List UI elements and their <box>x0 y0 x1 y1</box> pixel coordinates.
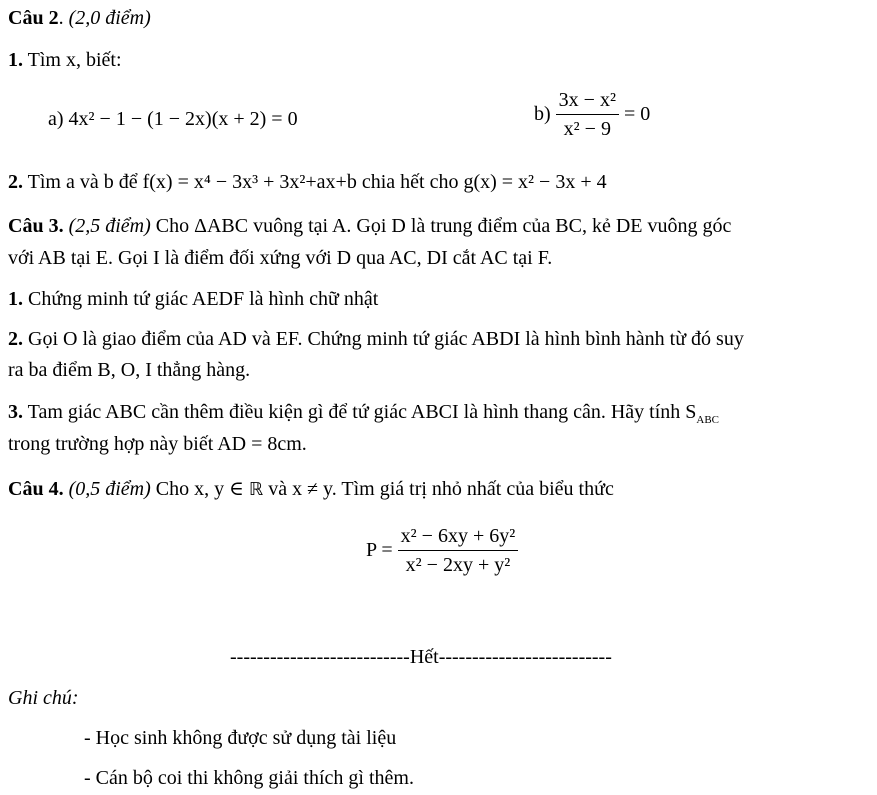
q4-p-fraction <box>398 524 519 577</box>
q2-a-label: a) <box>48 108 64 130</box>
q3-intro-2: với AB tại E. Gọi I là điểm đối xứng với D qua AC, DI cắt AC tại F. <box>8 247 553 269</box>
q3-p2-text-1: Gọi O là giao điểm của AD và EF. Chứng minh tứ giác ABDI là hình bình hành từ đó suy <box>28 328 744 350</box>
q4-points: (0,5 điểm) <box>68 478 151 500</box>
q2-item-b <box>534 88 650 141</box>
q2-heading: Câu 2. (2,0 điểm) <box>8 7 151 29</box>
note-1-text: - Học sinh không được sử dụng tài liệu <box>84 727 397 749</box>
note-item-2 <box>84 766 414 790</box>
end-mark <box>230 645 612 669</box>
q3-area-subscript: ABC <box>696 414 720 426</box>
q3-area-letter: S <box>685 401 697 423</box>
q3-area-symbol <box>685 401 720 426</box>
q2-part2-num: 2. <box>8 171 23 193</box>
q2-b-rhs: = 0 <box>623 103 651 125</box>
q3-heading <box>8 214 731 238</box>
q2-b-numerator: 3x − x² <box>556 88 619 115</box>
q3-p3-text-1: Tam giác ABC cần thêm điều kiện gì để tứ giác ABCI là hình thang cân. Hãy tính <box>27 401 681 423</box>
q2-g-expr: g(x) = x² − 3x + 4 <box>463 171 607 193</box>
q3-part3-line-2 <box>8 432 307 456</box>
note-2-text: - Cán bộ coi thi không giải thích gì thêm. <box>84 767 414 789</box>
q3-p2-num: 2. <box>8 328 23 350</box>
q3-points: (2,5 điểm) <box>68 215 151 237</box>
q2-label: Câu 2 <box>8 7 59 29</box>
real-numbers-symbol: ℝ <box>248 479 264 500</box>
q3-intro-line-2 <box>8 246 552 270</box>
q4-intro-b: và x ≠ y. Tìm giá trị nhỏ nhất của biểu thức <box>268 478 614 500</box>
q4-p-numerator: x² − 6xy + 6y² <box>398 524 519 551</box>
q2-b-label: b) <box>534 103 551 125</box>
q2-item-a <box>48 107 298 131</box>
note-label-text: Ghi chú: <box>8 687 79 709</box>
q4-heading <box>8 477 614 502</box>
q2-b-fraction <box>556 88 619 141</box>
q3-label: Câu 3. <box>8 215 64 237</box>
q4-expression <box>366 524 518 577</box>
q4-p-lhs: P = <box>366 539 393 561</box>
q2-a-expr: 4x² − 1 − (1 − 2x)(x + 2) = 0 <box>68 108 298 130</box>
q3-p1-num: 1. <box>8 288 23 310</box>
q2-divides: chia hết cho <box>361 171 459 193</box>
note-label <box>8 686 79 710</box>
q3-part2 <box>8 327 744 351</box>
q3-p1-text: Chứng minh tứ giác AEDF là hình chữ nhật <box>28 288 379 310</box>
q3-part3 <box>8 400 719 424</box>
q4-p-denominator: x² − 2xy + y² <box>405 554 511 576</box>
q3-intro-1: Cho ΔABC vuông tại A. Gọi D là trung điểm của BC, kẻ DE vuông góc <box>155 215 732 237</box>
q2-part2 <box>8 170 607 194</box>
q3-part2-line-2 <box>8 358 250 382</box>
q4-label: Câu 4. <box>8 478 64 500</box>
q2-points: (2,0 điểm) <box>68 7 151 29</box>
q3-p3-num: 3. <box>8 401 23 423</box>
q2-part1-num: 1. <box>8 49 23 71</box>
q4-intro-a: Cho x, y ∈ <box>155 478 244 500</box>
q2-part1-text: Tìm x, biết: <box>27 49 122 71</box>
q3-p2-text-2: ra ba điểm B, O, I thẳng hàng. <box>8 359 251 381</box>
q3-part1 <box>8 287 378 311</box>
q2-part2-text: Tìm a và b để <box>27 171 138 193</box>
q2-f-expr: f(x) = x⁴ − 3x³ + 3x²+ax+b <box>142 171 357 193</box>
q2-b-denominator: x² − 9 <box>563 118 611 140</box>
note-item-1 <box>84 726 396 750</box>
q3-p3-text-2: trong trường hợp này biết AD = 8cm. <box>8 433 307 455</box>
end-mark-text: ---------------------------Hết-------------------------- <box>230 646 612 668</box>
q2-part1 <box>8 48 122 72</box>
